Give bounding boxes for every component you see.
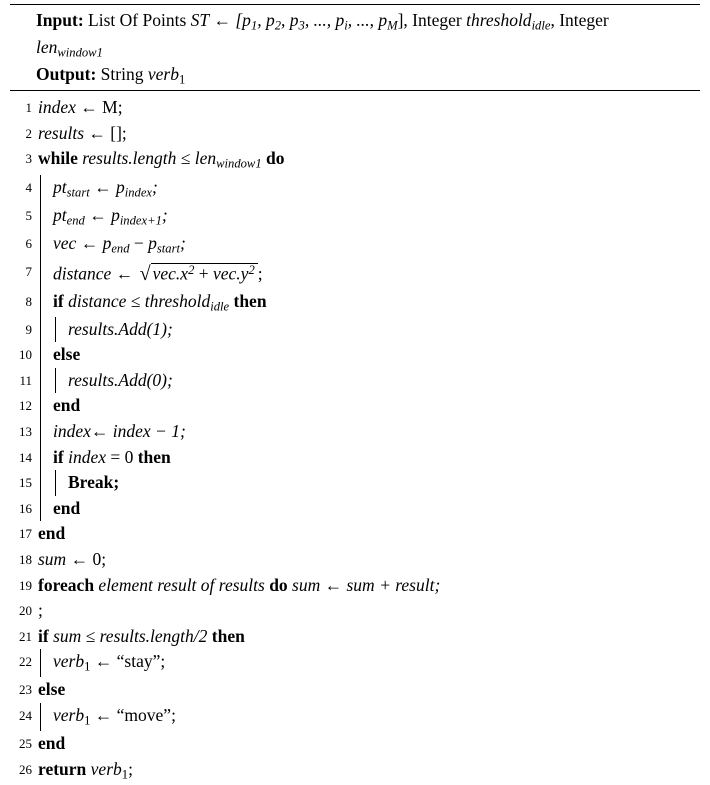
code-line — [10, 573, 700, 599]
input-comma: , Integer — [550, 10, 609, 30]
line-number: 17 — [19, 526, 32, 542]
line-text — [38, 731, 700, 757]
token-end: ; — [152, 176, 158, 197]
token-verb-sub: 1 — [84, 713, 91, 728]
line-text — [53, 703, 700, 731]
input-len: len — [36, 36, 58, 57]
indent-bar — [40, 368, 53, 394]
indent-bar — [55, 368, 68, 394]
keyword-then: then — [137, 446, 171, 467]
keyword-if: if — [38, 625, 49, 646]
token-semicolon: ; — [38, 600, 43, 621]
code-line — [10, 598, 700, 624]
code-line — [10, 445, 700, 471]
keyword-foreach: foreach — [38, 574, 95, 595]
token-p-start-sub: start — [156, 241, 180, 256]
token-distance: distance — [68, 290, 127, 311]
keyword-else: else — [38, 679, 66, 700]
input-sub-2: 2 — [274, 18, 282, 33]
token-p-end-sub: end — [111, 241, 130, 256]
sqrt-expression — [138, 263, 258, 285]
line-number: 9 — [25, 321, 32, 337]
token-arrow: ← — [90, 705, 117, 726]
line-text — [38, 677, 700, 703]
line-text — [53, 175, 700, 203]
line-text — [68, 317, 700, 343]
code-line — [10, 757, 700, 785]
input-line-cont — [36, 35, 700, 62]
line-number: 10 — [19, 347, 32, 363]
indent-bar — [40, 445, 53, 471]
code-line — [10, 393, 700, 419]
keyword-if: if — [53, 446, 64, 467]
token-distance: distance — [53, 263, 112, 284]
indent-bar — [40, 393, 53, 419]
token-p: p — [111, 204, 120, 225]
line-text — [53, 342, 700, 368]
input-sub-3: 3 — [298, 18, 305, 33]
indent-bar — [40, 703, 53, 731]
input-threshold: threshold — [466, 10, 532, 30]
token-sup-2a: 2 — [188, 262, 195, 277]
io-block — [10, 5, 700, 90]
line-text — [53, 203, 700, 231]
token-expr: results.length/2 — [99, 625, 208, 646]
code-line — [10, 368, 700, 394]
line-text — [38, 95, 700, 121]
indent-bar — [55, 317, 68, 343]
code-line — [10, 624, 700, 650]
line-text — [38, 598, 700, 624]
keyword-while: while — [38, 148, 78, 169]
token-results: results — [38, 122, 85, 143]
code-line — [10, 95, 700, 121]
token-rest: ← 0; — [66, 548, 107, 569]
input-list-5: , ..., p — [347, 10, 388, 30]
token-expr: results.length — [82, 148, 177, 169]
line-text — [53, 289, 700, 317]
code-line — [10, 259, 700, 289]
line-number: 18 — [19, 551, 32, 567]
token-threshold: threshold — [144, 290, 211, 311]
token-value: “stay”; — [116, 651, 166, 672]
line-number: 16 — [19, 500, 32, 516]
code-line — [10, 342, 700, 368]
input-sub-m: M — [387, 18, 398, 33]
token-vecx: vec.x — [152, 263, 189, 284]
line-number: 4 — [25, 179, 32, 195]
indent-bar — [40, 289, 53, 317]
keyword-end: end — [38, 523, 66, 544]
sqrt-icon: √ — [139, 263, 151, 286]
line-text — [38, 146, 700, 174]
line-number: 24 — [19, 708, 32, 724]
input-text: List Of Points — [88, 10, 191, 30]
token-sum: sum — [38, 548, 67, 569]
code-line — [10, 317, 700, 343]
output-var: verb — [147, 63, 179, 84]
token-pt-sub: end — [66, 213, 85, 228]
token-end: ; — [128, 758, 133, 779]
code-line — [10, 649, 700, 677]
code-line — [10, 419, 700, 445]
line-number: 13 — [19, 424, 32, 440]
line-text — [53, 231, 700, 259]
token-len-sub: window1 — [216, 157, 262, 171]
line-text — [38, 121, 700, 147]
output-var-sub: 1 — [178, 72, 186, 87]
indent-bar — [40, 175, 53, 203]
line-text — [53, 445, 700, 471]
indent-bar — [40, 419, 53, 445]
input-label: Input: — [36, 10, 84, 30]
token-plus: + — [194, 263, 213, 284]
token-rest: ← []; — [84, 122, 127, 143]
token-rest: .Add(0); — [114, 369, 173, 390]
token-rest: .Add(1); — [114, 318, 173, 339]
token-sum: sum — [53, 625, 82, 646]
indent-bar — [55, 470, 68, 496]
code-line — [10, 731, 700, 757]
token-verb-sub: 1 — [84, 659, 91, 674]
line-number: 14 — [19, 449, 32, 465]
keyword-break: Break; — [68, 472, 120, 493]
token-results: results — [68, 318, 115, 339]
token-len: len — [194, 148, 217, 169]
code-line — [10, 470, 700, 496]
line-text — [38, 547, 700, 573]
input-arrow: ← — [209, 10, 236, 30]
input-sub-1: 1 — [250, 18, 258, 33]
line-number: 1 — [25, 100, 32, 116]
token-end: ; — [257, 263, 263, 284]
code-line — [10, 677, 700, 703]
token-pt: pt — [53, 176, 67, 197]
input-line — [36, 8, 700, 35]
output-text: String — [100, 63, 148, 84]
token-arrow: ← — [76, 232, 103, 253]
token-assign: sum ← sum + result; — [292, 574, 441, 595]
line-text — [38, 521, 700, 547]
code-line — [10, 547, 700, 573]
token-value: “move”; — [116, 705, 176, 726]
line-number: 26 — [19, 761, 32, 777]
line-text — [53, 496, 700, 522]
line-number: 5 — [25, 207, 32, 223]
token-op: ≤ — [81, 625, 100, 646]
line-number: 22 — [19, 654, 32, 670]
keyword-do: do — [266, 148, 285, 169]
line-text — [53, 393, 700, 419]
line-number: 11 — [19, 372, 32, 388]
token-sup-2b: 2 — [248, 262, 255, 277]
indent-bar — [40, 231, 53, 259]
input-threshold-sub: idle — [531, 18, 551, 33]
indent-bar — [40, 470, 53, 496]
token-eq: = 0 — [105, 446, 138, 467]
code-line — [10, 203, 700, 231]
token-minus: − — [129, 232, 149, 253]
token-index: index — [38, 97, 76, 118]
token-arrow: ← — [84, 204, 112, 225]
keyword-end: end — [53, 395, 81, 416]
line-text — [68, 368, 700, 394]
token-threshold-sub: idle — [210, 299, 230, 314]
code-line — [10, 231, 700, 259]
token-verb: verb — [53, 651, 85, 672]
output-line — [36, 62, 700, 89]
input-len-sub: window1 — [57, 45, 103, 60]
line-number: 20 — [19, 603, 32, 619]
algorithm-body — [10, 91, 700, 785]
input-list-4: , ..., p — [304, 10, 345, 30]
code-line — [10, 121, 700, 147]
keyword-else: else — [53, 344, 81, 365]
input-list-open: [p — [235, 10, 251, 30]
indent-bar — [40, 317, 53, 343]
input-sub-i: i — [344, 18, 348, 33]
code-line — [10, 289, 700, 317]
keyword-then: then — [233, 290, 267, 311]
token-p-end: p — [102, 232, 112, 253]
token-arrow: ← — [89, 176, 116, 197]
input-list-2: , p — [257, 10, 275, 30]
input-list-3: , p — [281, 10, 299, 30]
keyword-if: if — [53, 290, 64, 311]
code-line — [10, 521, 700, 547]
line-text — [53, 419, 700, 445]
keyword-do: do — [269, 574, 288, 595]
keyword-end: end — [38, 733, 66, 754]
indent-bar — [40, 259, 53, 289]
token-end: ; — [161, 204, 168, 225]
line-number: 21 — [19, 628, 32, 644]
token-verb: verb — [53, 705, 85, 726]
radicand — [151, 263, 258, 283]
token-end: ; — [179, 232, 186, 253]
indent-bar — [40, 342, 53, 368]
line-number: 7 — [25, 263, 32, 279]
line-text — [38, 573, 700, 599]
token-arrow: ← — [90, 651, 117, 672]
code-line — [10, 496, 700, 522]
line-number: 15 — [19, 475, 32, 491]
token-pt: pt — [53, 204, 67, 225]
line-number: 23 — [19, 682, 32, 698]
token-expr: element result of results — [98, 574, 265, 595]
token-p: p — [115, 176, 125, 197]
indent-bar — [40, 203, 53, 231]
line-number: 25 — [19, 736, 32, 752]
token-p-start: p — [148, 232, 157, 253]
code-line — [10, 146, 700, 174]
indent-bar — [40, 649, 53, 677]
output-label: Output: — [36, 63, 97, 84]
line-number: 6 — [25, 235, 32, 251]
token-op: ≤ — [126, 290, 145, 311]
line-number: 8 — [25, 293, 32, 309]
line-number: 12 — [19, 398, 32, 414]
keyword-return: return — [38, 758, 87, 779]
token-op: ≤ — [176, 148, 195, 169]
token-results: results — [68, 369, 115, 390]
input-var-st: ST — [190, 10, 210, 30]
keyword-end: end — [53, 497, 81, 518]
token-vecy: vec.y — [213, 263, 249, 284]
token-vec: vec — [53, 232, 77, 253]
line-text — [68, 470, 700, 496]
token-rest: ← M; — [75, 97, 123, 118]
token-index: index — [68, 446, 106, 467]
token-rest: ← index − 1; — [90, 421, 186, 442]
indent-bar — [40, 496, 53, 522]
token-arrow: ← — [111, 263, 138, 284]
token-pt-sub: start — [66, 185, 90, 200]
line-number: 19 — [19, 577, 32, 593]
line-text — [38, 757, 700, 785]
input-list-6: ], Integer — [397, 10, 467, 30]
keyword-then: then — [211, 625, 245, 646]
line-number: 2 — [25, 125, 32, 141]
code-line — [10, 175, 700, 203]
token-index: index — [53, 421, 91, 442]
token-verb: verb — [90, 758, 122, 779]
line-text — [53, 259, 700, 289]
token-verb-sub: 1 — [121, 767, 129, 782]
token-p-sub: index — [124, 185, 153, 200]
line-text — [53, 649, 700, 677]
code-line — [10, 703, 700, 731]
token-p-sub: index+1 — [119, 213, 162, 228]
line-text — [38, 624, 700, 650]
line-number: 3 — [25, 151, 32, 167]
